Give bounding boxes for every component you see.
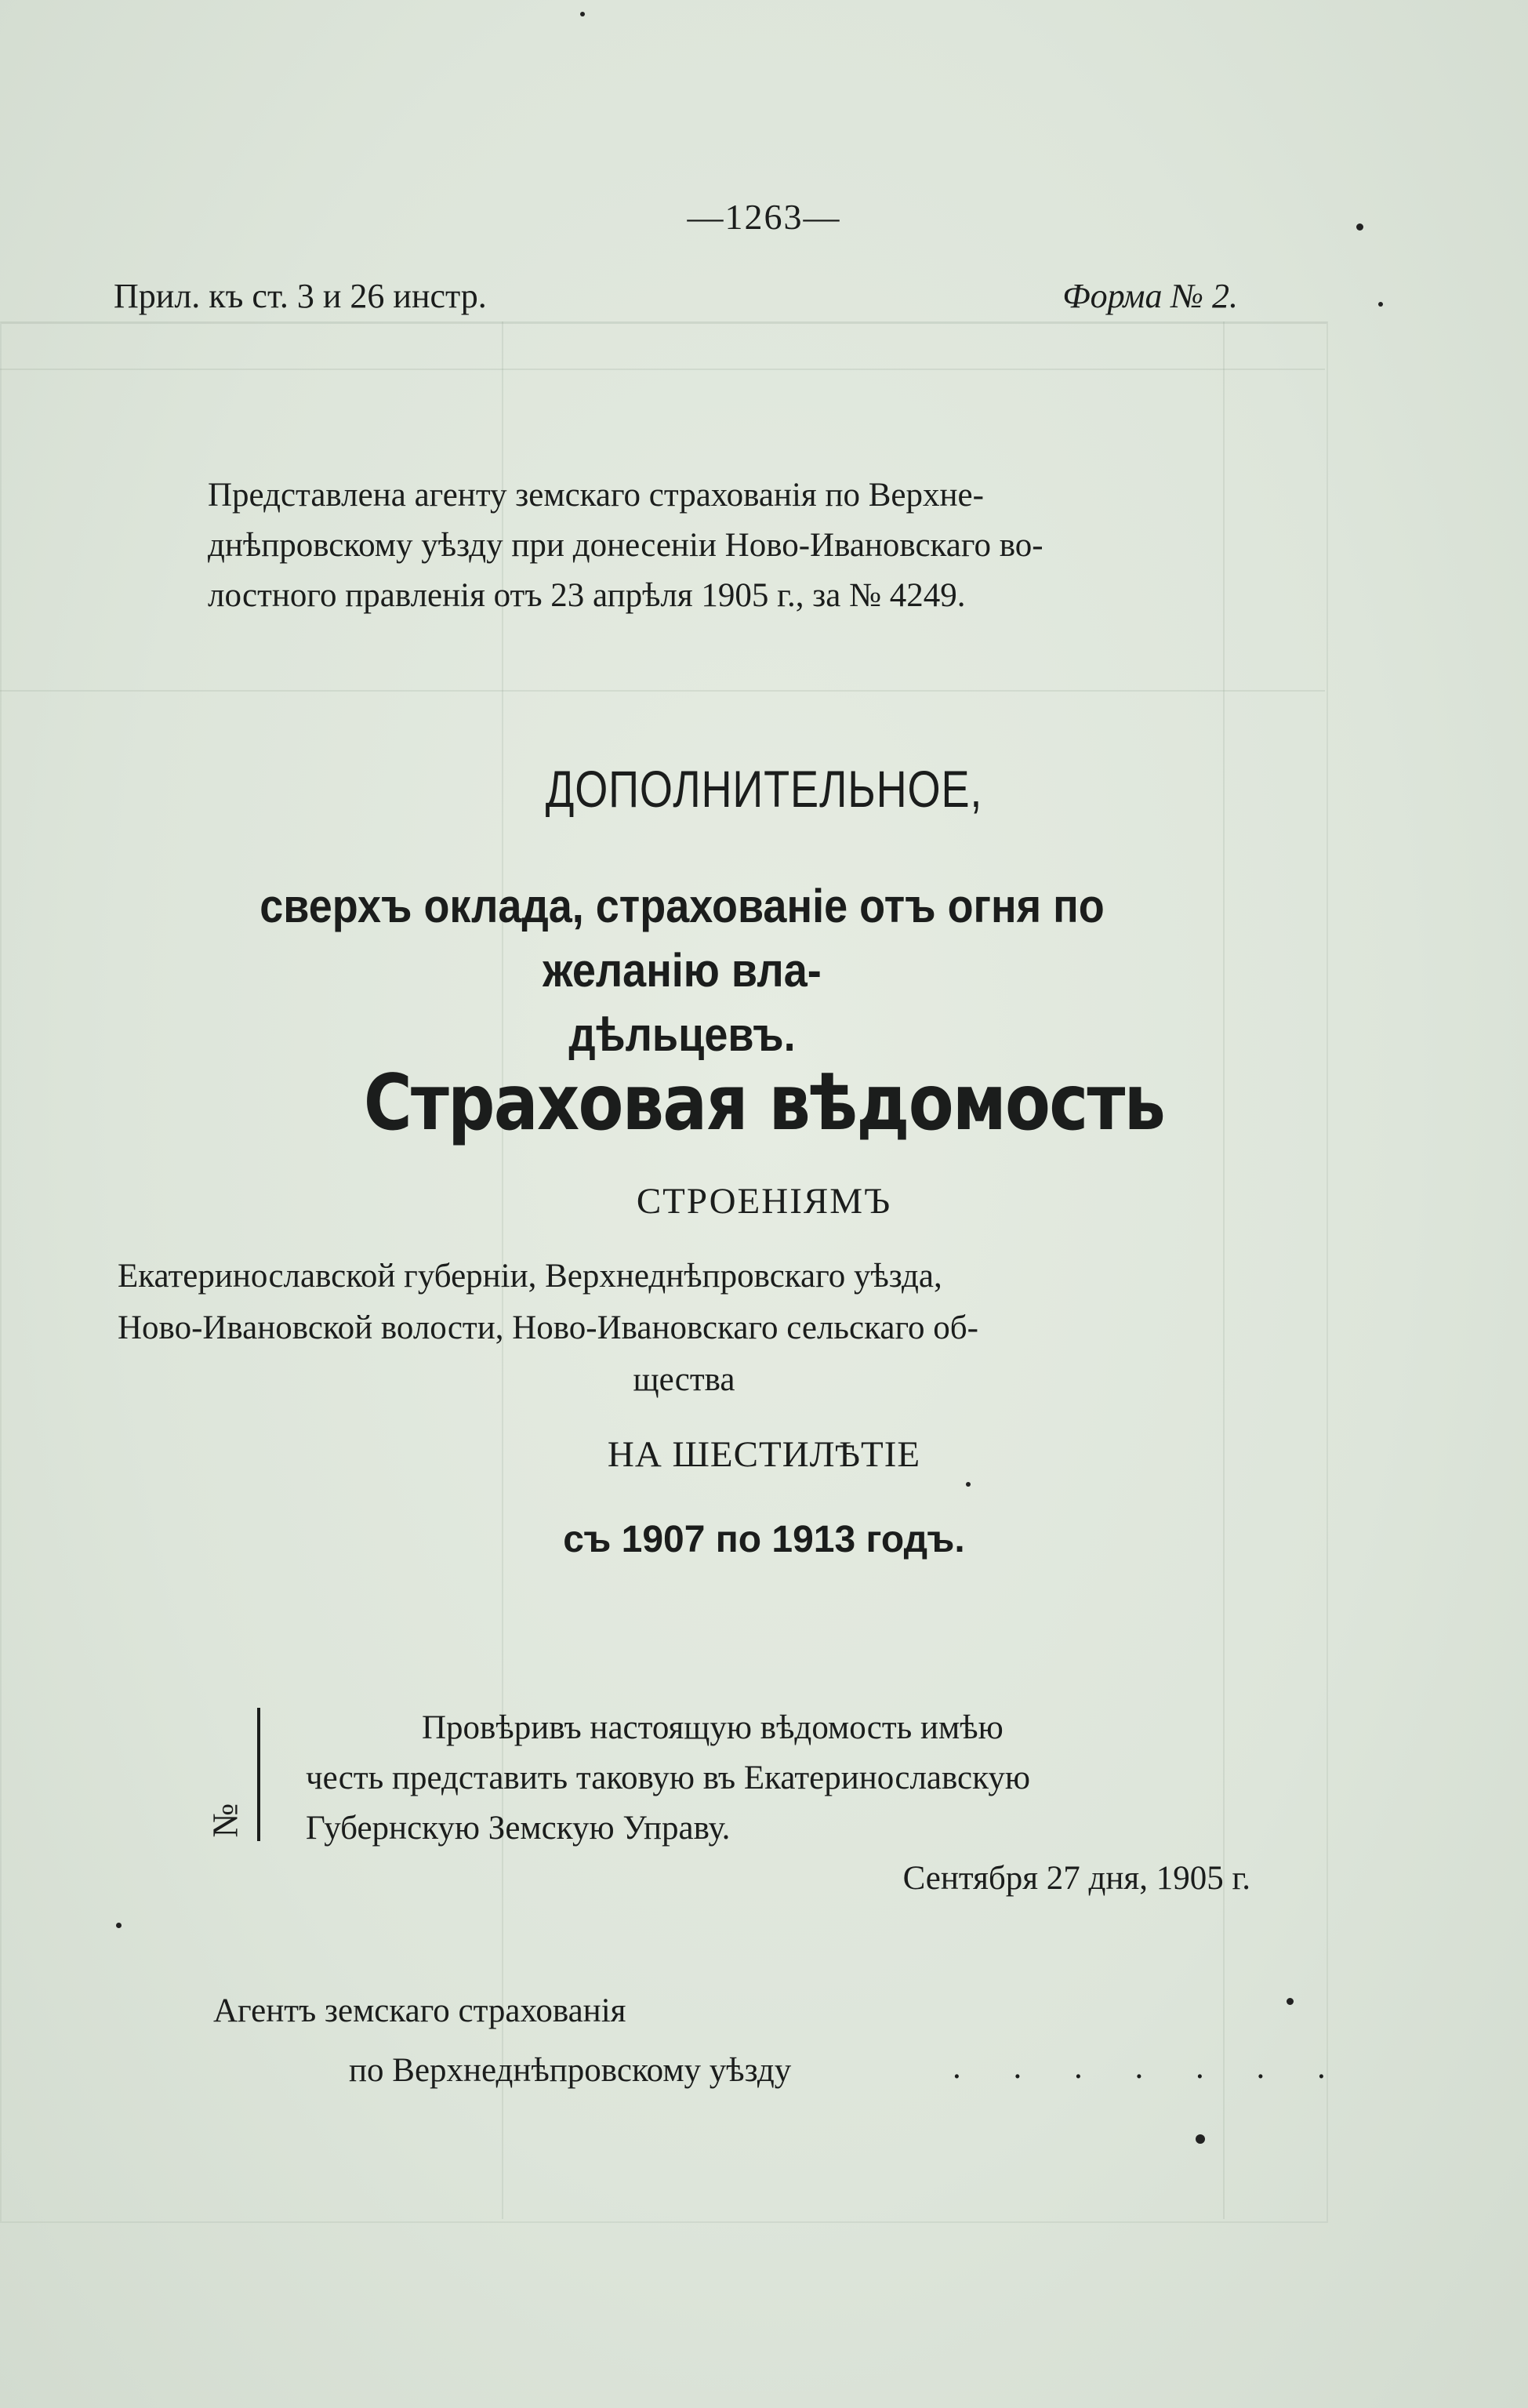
paper-speck (966, 1482, 971, 1487)
intro-line: днѣпровскому уѣзду при донесеніи Ново-Ивановскаго во- (208, 527, 1043, 564)
heading-insurance-statement: Страховая вѣдомость (363, 1059, 1165, 1148)
intro-paragraph (208, 470, 1243, 621)
verification-line: Провѣривъ настоящую вѣдомость имѣю (422, 1709, 1004, 1746)
location-line: Ново-Ивановской волости, Ново-Ивановскаго сельскаго об- (118, 1309, 978, 1346)
location-line: щества (633, 1361, 735, 1398)
paper-speck (116, 1923, 122, 1928)
heading-buildings: СТРОЕНІЯМЪ (636, 1181, 892, 1222)
appendix-reference: Прил. къ ст. 3 и 26 инстр. (114, 277, 487, 315)
agent-district-line: по Верхнеднѣпровскому уѣзду (349, 2052, 792, 2089)
page-number: —1263— (687, 197, 841, 237)
paper-speck (1356, 223, 1363, 231)
verification-date: Сентября 27 дня, 1905 г. (902, 1860, 1250, 1897)
intro-line: лостного правленія отъ 23 апрѣля 1905 г., за № 4249. (208, 577, 966, 614)
paper-speck (1196, 2134, 1205, 2144)
period-label: НА ШЕСТИЛѢТІЕ (607, 1434, 921, 1475)
intro-line: Представлена агенту земскаго страхованія по Верхне- (208, 477, 984, 514)
paper-speck (1287, 1998, 1294, 2005)
subtitle-line: дѣльцевъ. (568, 1008, 796, 1061)
form-number: Форма № 2. (1062, 277, 1238, 315)
signature-dots: . . . . . . . (953, 2049, 1348, 2086)
location-line: Екатеринославской губерніи, Верхнеднѣпровскаго уѣзда, (118, 1258, 942, 1295)
title-main: ДОПОЛНИТЕЛЬНОЕ, (545, 760, 983, 818)
margin-bar (257, 1708, 260, 1841)
verification-paragraph (306, 1703, 1250, 1904)
verification-line: честь представить таковую въ Екатеринославскую (306, 1760, 1031, 1796)
verification-line: Губернскую Земскую Управу. (306, 1810, 731, 1847)
subtitle (174, 874, 1190, 1067)
number-sign: № (205, 1803, 245, 1838)
bleed-through-rule (0, 369, 1325, 370)
location-paragraph (118, 1251, 1250, 1406)
paper-speck (580, 12, 585, 16)
subtitle-line: сверхъ оклада, страхованіе отъ огня по желанію вла- (260, 880, 1105, 997)
paper-speck (1378, 302, 1383, 307)
agent-signature-line: Агентъ земскаго страхованія (213, 1992, 626, 2029)
period-years: съ 1907 по 1913 годъ. (563, 1519, 965, 1560)
bleed-through-rule (0, 690, 1325, 692)
